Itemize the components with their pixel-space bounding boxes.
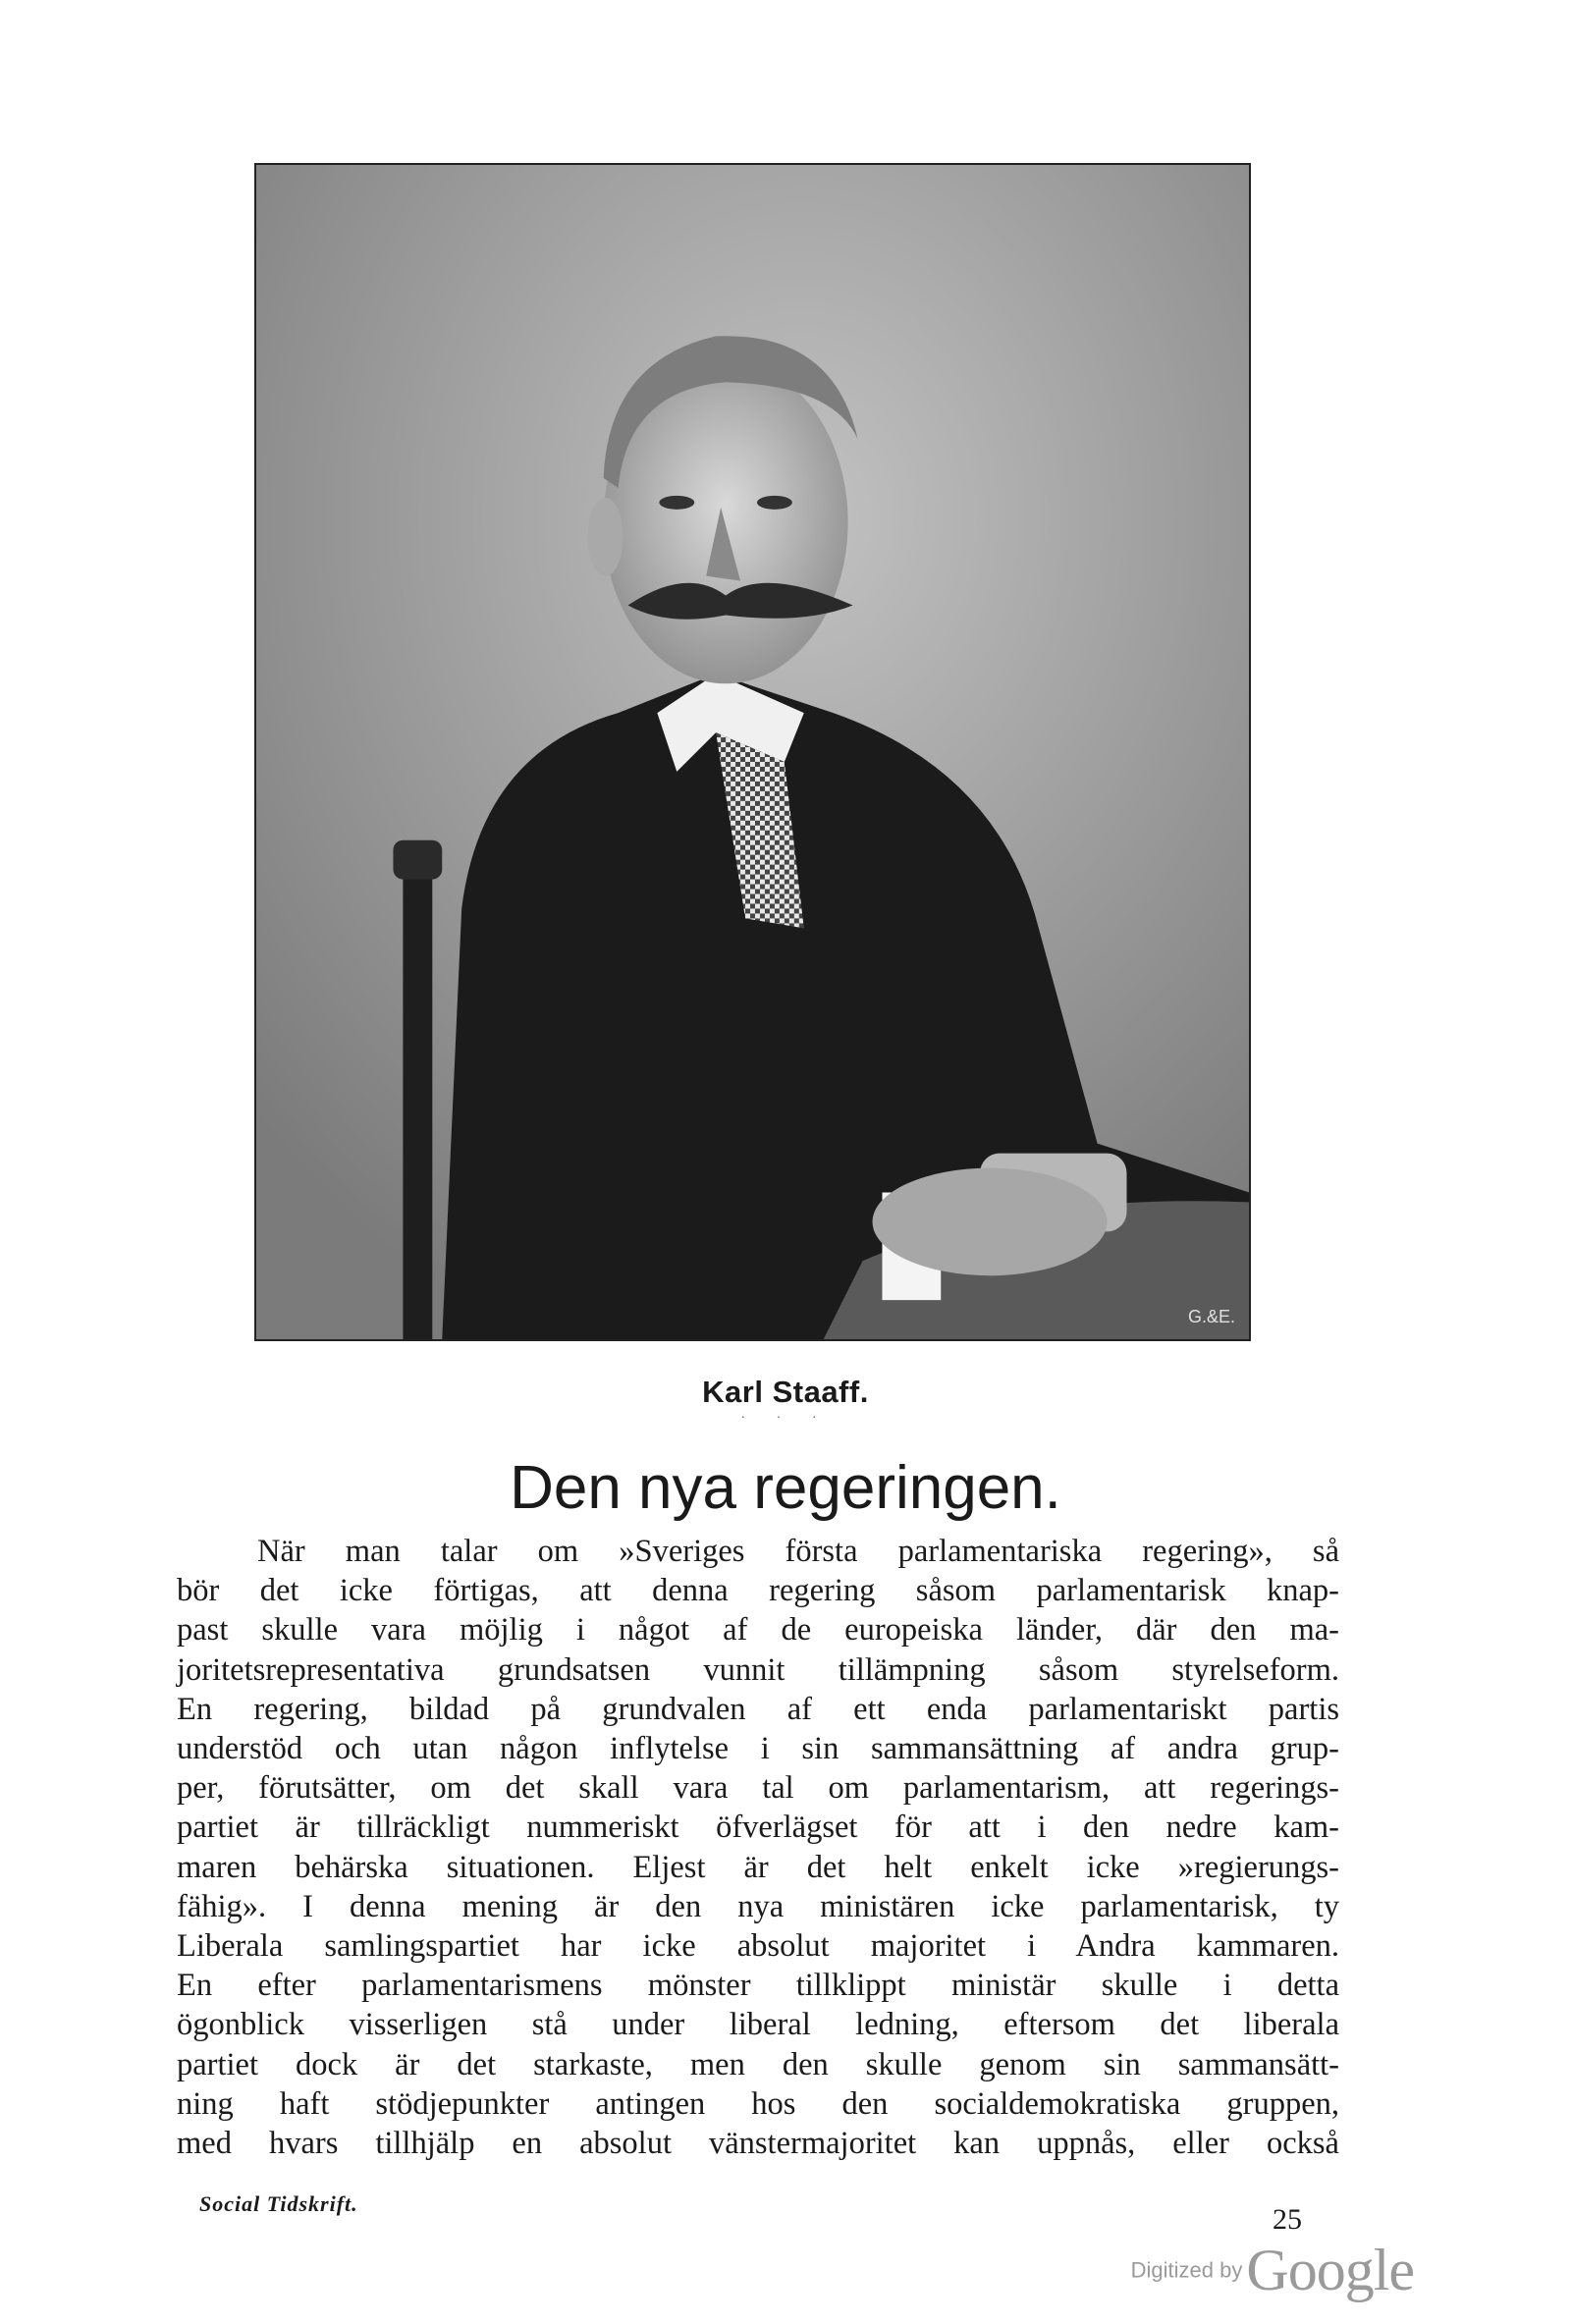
- article-body: [177, 1532, 1339, 2163]
- portrait-caption: Karl Staaff.: [702, 1375, 869, 1409]
- body-line: En regering, bildad på grundvalen af ett enda parlamentariskt partis: [177, 1691, 1339, 1727]
- body-line: maren behärska situationen. Eljest är det helt enkelt icke »regierungs-: [177, 1849, 1339, 1885]
- digitized-prefix: Digitized by: [1130, 2257, 1243, 2283]
- body-line: per, förutsätter, om det skall vara tal om parlamentarism, att regerings-: [177, 1770, 1339, 1807]
- journal-signature: Social Tidskrift.: [199, 2191, 358, 2216]
- caption-ornament: · · ·: [740, 1411, 831, 1426]
- body-line: En efter parlamentarismens mönster tillklippt ministär skulle i detta: [177, 1968, 1339, 2004]
- body-line: understöd och utan någon inflytelse i sin sammansättning af andra grup-: [177, 1731, 1339, 1767]
- photo-credit: G.&E.: [1187, 1307, 1235, 1326]
- body-line: fähig». I denna mening är den nya ministären icke parlamentarisk, ty: [177, 1888, 1339, 1924]
- body-line: partiet dock är det starkaste, men den skulle genom sin sammansätt-: [177, 2046, 1339, 2082]
- body-line: ögonblick visserligen stå under liberal ledning, eftersom det liberala: [177, 2007, 1339, 2043]
- article-headline: Den nya regeringen.: [510, 1454, 1061, 1522]
- digitized-watermark: [1131, 2237, 1414, 2304]
- body-line: joritetsrepresentativa grundsatsen vunnit tillämpning såsom styrelseform.: [177, 1651, 1339, 1688]
- portrait-photo: [254, 163, 1251, 1341]
- body-line: ning haft stödjepunkter antingen hos den socialdemokratiska gruppen,: [177, 2085, 1339, 2122]
- portrait-illustration: [256, 165, 1249, 1339]
- body-line: bör det icke förtigas, att denna regering såsom parlamentarisk knap-: [177, 1573, 1339, 1609]
- body-line: partiet är tillräckligt nummeriskt öfverlägset för att i den nedre kam-: [177, 1810, 1339, 1846]
- body-line: med hvars tillhjälp en absolut vänstermajoritet kan uppnås, eller också: [177, 2126, 1339, 2162]
- body-line: När man talar om »Sveriges första parlamentariska regering», så: [257, 1534, 1339, 1569]
- google-logo: Google: [1246, 2238, 1414, 2302]
- body-line: Liberala samlingspartiet har icke absolut majoritet i Andra kammaren.: [177, 1928, 1339, 1965]
- body-line: past skulle vara möjlig i något af de europeiska länder, där den ma-: [177, 1612, 1339, 1648]
- page-number: 25: [1273, 2203, 1302, 2236]
